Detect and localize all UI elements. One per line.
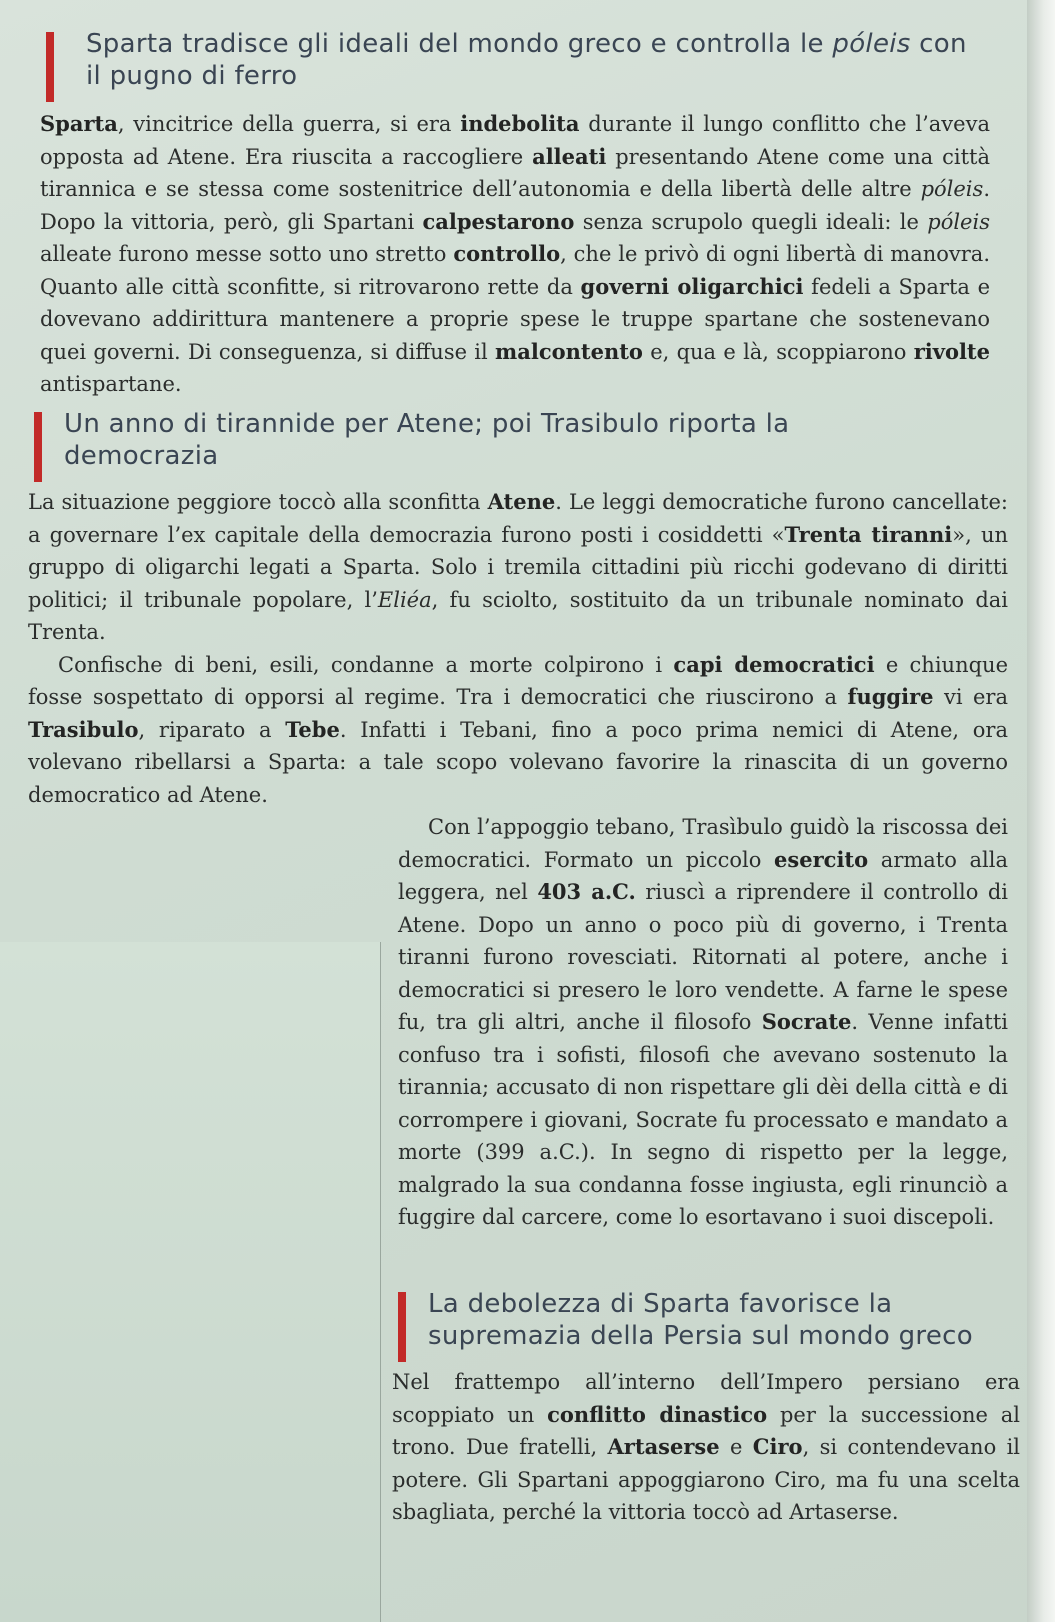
- italic-term: póleis: [920, 177, 984, 201]
- text-run: riuscì a riprendere il controllo di Atene. Dopo un anno o poco più di governo, i Trenta tiranni furono rovesciati. Ritornati al potere, anche i democratici si presero le loro vendette. A farne le spese fu, tra gli altri, anche il filosofo: [398, 880, 1008, 1034]
- paragraph: [392, 1366, 1020, 1529]
- bold-term: Trasibulo: [28, 716, 139, 742]
- bold-term: rivolte: [913, 338, 990, 364]
- heading-accent-bar: [34, 412, 42, 482]
- section-persia: [392, 1288, 1020, 1529]
- text-run: senza scrupolo quegli ideali: le: [574, 209, 928, 234]
- text-run: , che le privò di ogni libertà di manovra. Quanto alle città sconfitte, si ritrovarono rette da: [40, 242, 990, 299]
- text-run: , fu sciolto, sostituito da un tribunale nominato dai Trenta.: [28, 587, 1008, 644]
- section-heading: [28, 408, 1008, 472]
- section-heading: [392, 1288, 1020, 1352]
- page-edge: [1027, 0, 1055, 1622]
- text-run: per la successione al trono. Due fratelli,: [392, 1402, 1021, 1459]
- text-run: armato alla leggera, nel: [398, 847, 1009, 904]
- text-run: , vincitrice della guerra, si era: [117, 112, 461, 136]
- text-run: », un gruppo di oligarchi legati a Sparta. Solo i tremila cittadini più ricchi godevano di diritti politici; il tribunale popolare, l’: [28, 522, 1009, 612]
- section-body: [40, 108, 990, 401]
- text-run: . Infatti i Tebani, fino a poco prima nemici di Atene, ora volevano ribellarsi a Sparta: a tale scopo volevano favorire la rinascita di un governo democratico ad Atene.: [28, 717, 1008, 807]
- bold-term: fuggire: [847, 684, 934, 709]
- text-run: presentando Atene come una città tirannica e se stessa come sostenitrice dell’autonomia e della libertà delle altre: [40, 144, 990, 201]
- paragraph: [40, 108, 990, 401]
- paragraph: [28, 486, 1008, 649]
- bold-term: governi oligarchici: [580, 273, 804, 299]
- text-run: antispartane.: [40, 372, 182, 396]
- text-run: Con l’appoggio tebano, Trasìbulo guidò la riscossa dei democratici. Formato un piccolo: [398, 815, 1008, 872]
- bold-term: Sparta: [40, 111, 118, 136]
- bold-term: Ciro: [752, 1434, 803, 1459]
- heading-accent-bar: [46, 32, 54, 102]
- bold-term: malcontento: [495, 338, 643, 364]
- text-run: . Dopo la vittoria, però, gli Spartani: [40, 177, 990, 234]
- text-run: e, qua e là, scoppiarono: [642, 339, 914, 364]
- bold-term: conflitto dinastico: [547, 1401, 768, 1427]
- bold-term: alleati: [532, 143, 607, 169]
- text-run: . Venne infatti confuso tra i sofisti, filosofi che avevano sostenuto la tirannia; accusato di non rispettare gli dèi della città e di corrompere i giovani, Socrate fu processato e mandato a morte (399 a.C.). In segno di rispetto per la legge, malgrado la sua condanna fosse ingiusta, egli rinunciò a fuggire dal carcere, come lo esortavano i suoi discepoli.: [398, 1010, 1009, 1229]
- text-run: . Le leggi democratiche furono cancellate: a governare l’ex capitale della democrazia furono posti i cosiddetti «: [28, 490, 1008, 547]
- text-run: e chiunque fosse sospettato di opporsi al regime. Tra i democratici che riuscirono a: [28, 652, 1008, 709]
- text-run: durante il lungo conflitto che l’aveva opposta ad Atene. Era riuscita a raccogliere: [40, 112, 990, 169]
- bold-term: Tebe: [285, 716, 340, 742]
- bold-term: Atene: [487, 489, 556, 514]
- bold-term: 403 a.C.: [537, 879, 636, 904]
- text-run: La situazione peggiore toccò alla sconfitta: [28, 490, 488, 514]
- bold-term: esercito: [774, 846, 869, 872]
- bold-term: calpestarono: [422, 208, 575, 234]
- text-run: e: [719, 1435, 753, 1459]
- text-run: , si contendevano il potere. Gli Spartani appoggiarono Ciro, ma fu una scelta sbagliata, perché la vittoria toccò ad Artaserse.: [392, 1435, 1021, 1524]
- text-run: alleate furono messe sotto uno stretto: [40, 242, 454, 266]
- section-title: Sparta tradisce gli ideali del mondo greco e controlla le póleis con il pugno di ferro: [86, 29, 967, 91]
- paragraph: [28, 649, 1008, 812]
- italic-term: Eliéa: [377, 587, 432, 612]
- text-run: fedeli a Sparta e dovevano addirittura mantenere a proprie spese le truppe spartane che sostenevano quei governi. Di conseguenza, si diffuse il: [40, 274, 990, 364]
- bold-term: capi democratici: [673, 651, 875, 677]
- section-title: Un anno di tirannide per Atene; poi Trasibulo riporta la democrazia: [64, 409, 790, 471]
- text-run: , riparato a: [138, 717, 286, 742]
- heading-accent-bar: [398, 1292, 406, 1362]
- bold-term: Trenta tiranni: [784, 521, 953, 547]
- section-sparta: [40, 28, 990, 401]
- section-body: [392, 1366, 1020, 1529]
- bold-term: indebolita: [460, 111, 580, 136]
- italic-term: póleis: [927, 209, 990, 234]
- bold-term: Artaserse: [607, 1434, 720, 1459]
- text-run: Nel frattempo all’interno dell’Impero persiano era scoppiato un: [392, 1370, 1020, 1427]
- bold-term: Socrate: [761, 1009, 852, 1034]
- image-area: [0, 942, 381, 1622]
- text-run: vi era: [933, 685, 1008, 709]
- text-run: Confische di beni, esili, condanne a morte colpirono i: [58, 652, 674, 677]
- section-heading: [40, 28, 990, 92]
- section-title: La debolezza di Sparta favorisce la supremazia della Persia sul mondo greco: [428, 1289, 973, 1351]
- bold-term: controllo: [453, 241, 561, 266]
